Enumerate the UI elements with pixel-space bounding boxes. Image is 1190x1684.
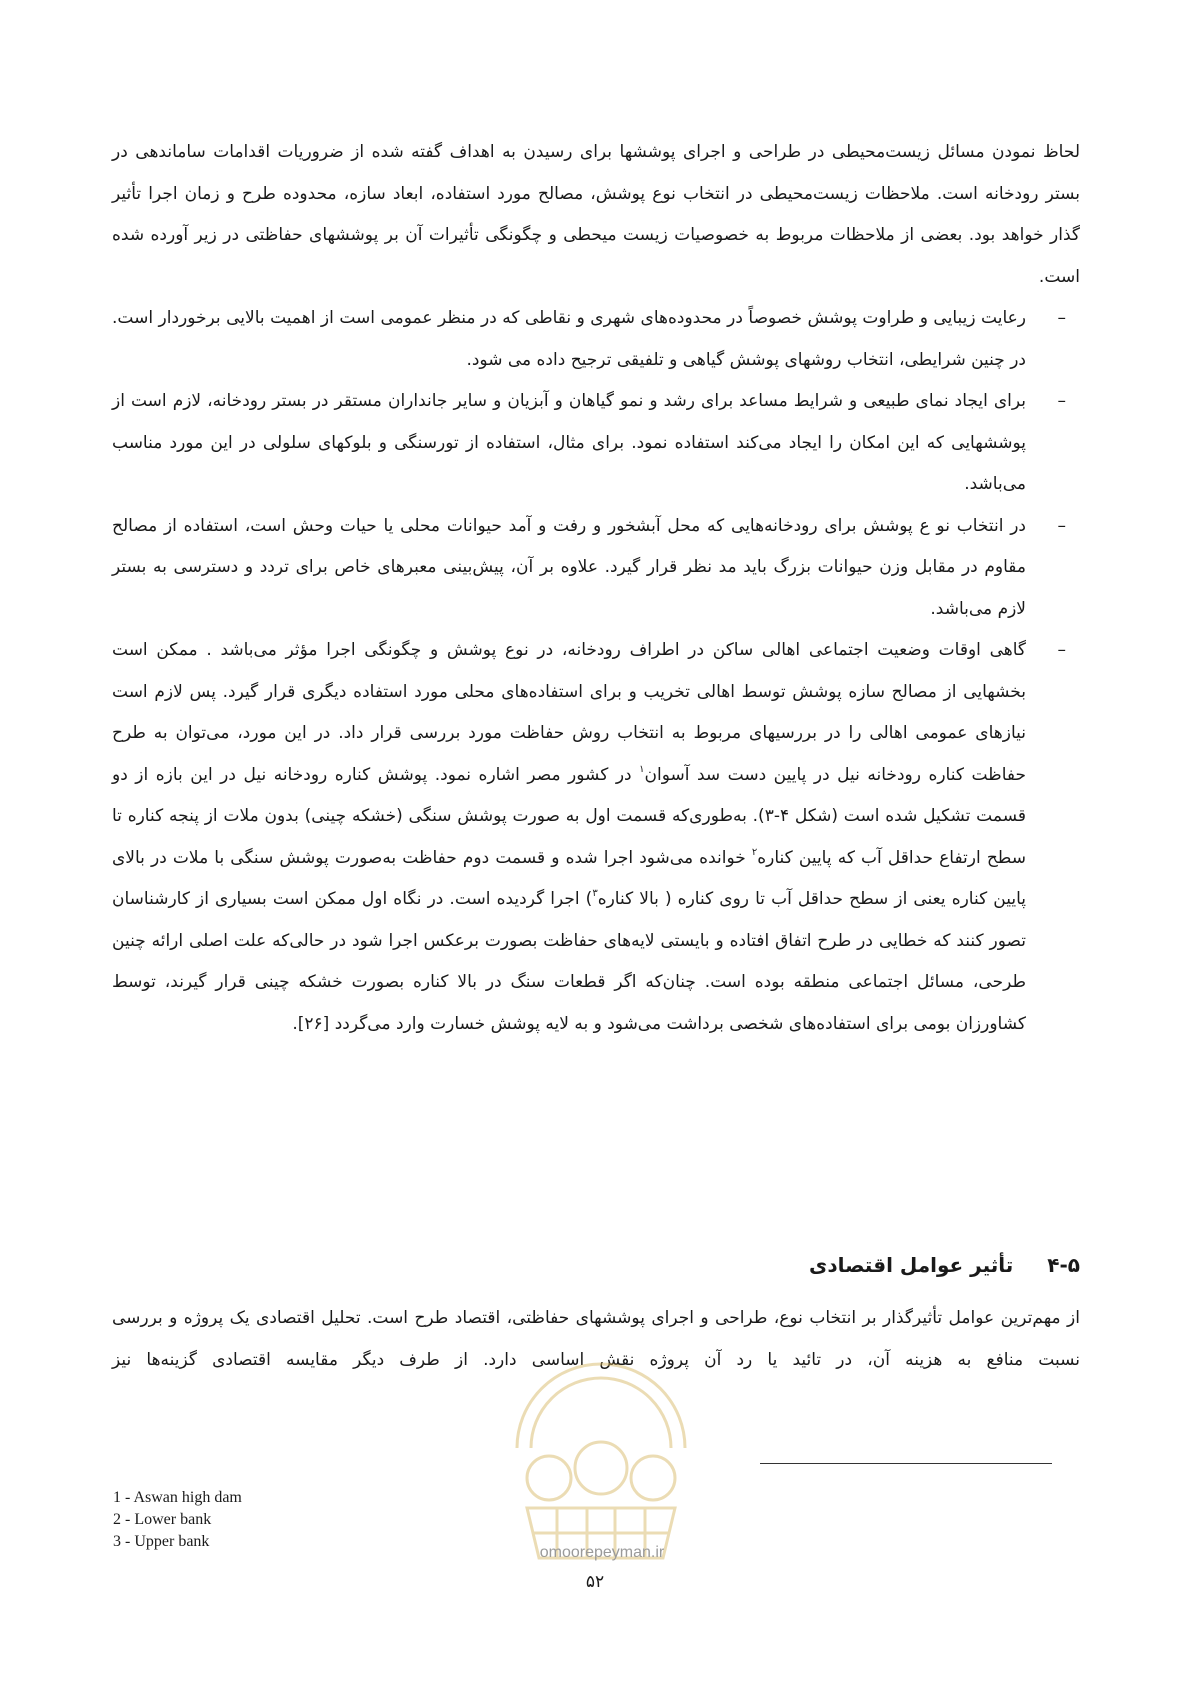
bullet-text: گاهی اوقات وضعیت اجتماعی اهالی ساکن در اطراف رودخانه، در نوع پوشش و چگونگی اجرا مؤثر می‌باشد . ممکن است بخشهایی از مصالح سازه پوشش توسط اهالی تخریب و برای استفاده‌های محلی مورد استفاده دیگری قرار گیرد. پس لازم است نیازهای عمومی اهالی را در بررسیهای مربوط به انتخاب روش حفاظت مورد بررسی قرار داد. در این مورد، می‌توان به طرح حفاظت کناره رودخانه نیل در پایین دست سد آسوان bbox=[112, 640, 1026, 785]
section-title: تأثیر عوامل اقتصادی bbox=[809, 1253, 1014, 1277]
bullet-dash: – bbox=[1057, 308, 1066, 328]
bullet-text: رعایت زیبایی و طراوت پوشش خصوصاً در محدوده‌های شهری و نقاطی که در منظر عمومی است از اهمیت بالایی برخوردار است. در چنین شرایطی، انتخاب روشهای پوشش گیاهی و تلفیقی ترجیح داده می شود. bbox=[112, 308, 1026, 370]
bullet-list bbox=[112, 298, 1080, 1045]
footnote-ref-1: ۱ bbox=[639, 763, 645, 775]
section-paragraph: از مهم‌ترین عوامل تأثیرگذار بر انتخاب نوع، طراحی و اجرای پوششهای حفاظتی، اقتصاد طرح است. تحلیل اقتصادی یک پروژه و بررسی نسبت منافع به هزینه آن، در تائید یا رد آن پروژه نقش اساسی دارد. از طرف دیگر مقایسه اقتصادی گزینه‌ها نیز bbox=[112, 1308, 1080, 1370]
footnote-item: 1 - Aswan high dam bbox=[113, 1489, 242, 1506]
intro-paragraph: لحاظ نمودن مسائل زیست‌محیطی در طراحی و اجرای پوششها برای رسیدن به اهداف گفته شده از ضروریات اقدامات ساماندهی در بستر رودخانه است. ملاحظات زیست‌محیطی در انتخاب نوع پوشش، مصالح مورد استفاده، ابعاد سازه، محدوده طرح و زمان اجرا تأثیر گذار خواهد بود. بعضی از ملاحظات مربوط به خصوصیات زیست میحطی و چگونگی تأثیرات آن بر پوششهای حفاظتی در زیر آورده شده است. bbox=[112, 142, 1080, 287]
bullet-text: در کشور مصر اشاره نمود. پوشش کناره رودخانه نیل در این بازه از دو قسمت تشکیل شده است (شکل ۴-۳). به‌طوری‌که قسمت اول به صورت پوشش سنگی (خشکه چینی) بدون ملات از پنجه کناره تا سطح ارتفاع حداقل آب که پایین کناره bbox=[112, 764, 1026, 868]
bullet-dash: – bbox=[1057, 515, 1066, 536]
footnotes bbox=[113, 1487, 242, 1553]
footnote-divider bbox=[760, 1463, 1052, 1464]
bullet-item bbox=[112, 506, 1080, 631]
bullet-text: در انتخاب نو ع پوشش برای رودخانه‌هایی که محل آبشخور و رفت و آمد حیوانات محلی یا حیات وحش است، استفاده از مصالح مقاوم در مقابل وزن حیوانات بزرگ باید مد نظر قرار گیرد. علاوه بر آن، پیش‌بینی معبرهای خاص برای تردد و دسترسی به بستر لازم می‌باشد. bbox=[112, 515, 1026, 619]
bullet-text: خوانده می‌شود اجرا شده و قسمت دوم حفاظت به‌صورت پوشش سنگی با ملات در بالای پایین کناره یعنی از سطح حداقل آب تا روی کناره ( بالا کناره bbox=[112, 847, 1027, 909]
bullet-item bbox=[112, 630, 1080, 1045]
footnote-item: 3 - Upper bank bbox=[113, 1533, 210, 1550]
watermark-url: omoorepeyman.ir bbox=[539, 1544, 665, 1561]
section-heading bbox=[112, 1250, 1080, 1280]
bullet-dash: – bbox=[1057, 391, 1066, 411]
bullet-dash: – bbox=[1057, 640, 1066, 660]
footnote-item: 2 - Lower bank bbox=[113, 1511, 212, 1528]
main-text bbox=[112, 132, 1080, 1045]
bullet-item bbox=[112, 381, 1080, 506]
footnote-ref-3: ۳ bbox=[592, 888, 598, 899]
bullet-text: برای ایجاد نمای طبیعی و شرایط مساعد برای رشد و نمو گیاهان و آبزیان و سایر جانداران مستقر در بستر رودخانه، لازم است از پوششهایی که این امکان را ایجاد می‌کند استفاده نمود. برای مثال، استفاده از تورسنگی و بلوکهای سلولی در این مورد مناسب می‌باشد. bbox=[112, 391, 1026, 494]
bullet-item bbox=[112, 298, 1080, 381]
bullet-text: ) اجرا گردیده است. در نگاه اول ممکن است بسیاری از کارشناسان تصور کنند که خطایی در طرح اتفاق افتاده و بایستی لایه‌های حفاظت بصورت برعکس اجرا شود در حالی‌که علت اصلی ارائه چنین طرحی، مسائل اجتماعی منطقه بوده است. چنان‌که اگر قطعات سنگ در بالا کناره بصورت خشکه چینی قرار گیرند، توسط کشاورزان بومی برای استفاده‌های شخصی برداشت می‌شود و به لایه پوشش خسارت وارد می‌گردد [۲۶]. bbox=[112, 889, 1026, 1034]
footnote-ref-2: ۲ bbox=[751, 846, 758, 858]
section-number: ۴-۵ bbox=[1047, 1253, 1080, 1277]
page-number: ۵۲ bbox=[585, 1572, 605, 1592]
